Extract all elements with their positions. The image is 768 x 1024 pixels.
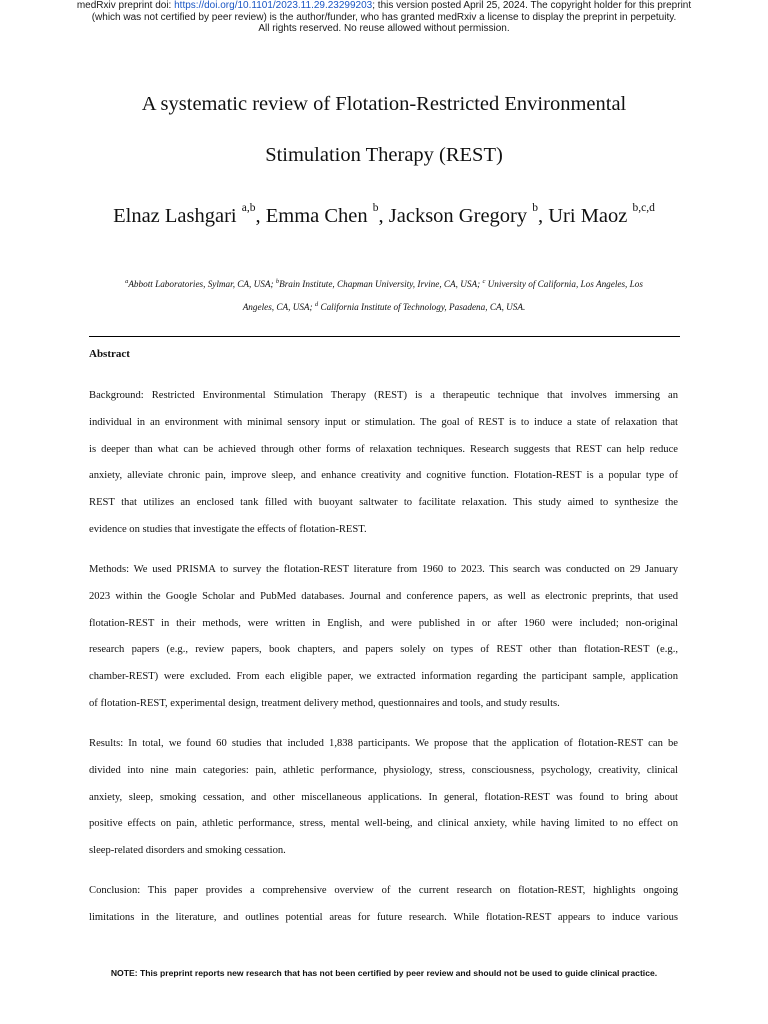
affiliations-line-2 <box>80 293 688 319</box>
author-separator: , <box>255 205 266 227</box>
author-name: Uri Maoz <box>548 205 628 227</box>
author-separator: , <box>538 205 549 227</box>
paragraph-line: limitations in the literature, and outlines potential areas for future research. While flotation-REST appears to induce various <box>89 911 678 923</box>
affiliation-d: California Institute of Technology, Pasadena, CA, USA. <box>320 302 526 313</box>
author-list <box>0 202 768 228</box>
paragraph-line: chamber-REST) were excluded. From each eligible paper, we extracted information regarding the participant sample, application <box>89 671 678 683</box>
abstract-results <box>89 731 678 865</box>
affiliation-c: University of California, Los Angeles, Los <box>487 279 643 290</box>
paragraph-line: Results: In total, we found 60 studies that included 1,838 participants. We propose that the application of flotation-REST can be <box>89 738 678 749</box>
header-line-2: (which was not certified by peer review) is the author/funder, who has granted medRxiv a license to display the preprint in perpetuity. <box>91 11 677 23</box>
paragraph-line: divided into nine main categories: pain, athletic performance, physiology, stress, consciousness, psychology, creativity, clinical <box>89 764 678 776</box>
header-line-3: All rights reserved. No reuse allowed without permission. <box>258 23 510 34</box>
abstract-methods <box>89 557 678 718</box>
affiliation-mark-a: a <box>125 278 129 285</box>
paragraph-line: is deeper than what can be achieved through other forms of relaxation techniques. Research suggests that REST can help reduce <box>89 443 678 455</box>
author-affiliation-mark: a,b <box>241 202 256 214</box>
abstract-conclusion <box>89 878 678 932</box>
abstract-heading: Abstract <box>89 348 130 360</box>
paragraph-line: Conclusion: This paper provides a comprehensive overview of the current research on flotation-REST, highlights ongoing <box>89 885 678 896</box>
doi-link[interactable]: https://doi.org/10.1101/2023.11.29.23299203 <box>174 0 373 11</box>
paragraph-line: Background: Restricted Environmental Stimulation Therapy (REST) is a therapeutic technique that involves immersing an <box>89 390 678 401</box>
affiliation-mark-d: d <box>314 301 319 308</box>
section-divider <box>89 336 680 337</box>
header-line-1 <box>0 0 768 12</box>
header-doi-prefix: medRxiv preprint doi: <box>76 0 175 11</box>
paragraph-line: evidence on studies that investigate the effects of flotation-REST. <box>89 523 367 535</box>
paragraph-line: of flotation-REST, experimental design, treatment delivery method, questionnaires and tools, and study results. <box>89 697 560 709</box>
paragraph-line: 2023 within the Google Scholar and PubMed databases. Journal and conference papers, as well as electronic preprints, that used <box>89 590 678 602</box>
affiliation-a: Abbott Laboratories, Sylmar, CA, USA; <box>128 279 276 290</box>
affiliation-mark-b: b <box>275 278 280 285</box>
paragraph-line: flotation-REST in their methods, were written in English, and were published in or after 1960 were included; non-original <box>89 617 678 629</box>
author-name: Jackson Gregory <box>388 205 528 227</box>
affiliation-mark-c: c <box>482 278 486 285</box>
abstract-background <box>89 383 678 544</box>
header-line-1-suffix: ; this version posted April 25, 2024. The copyright holder for this preprint <box>372 0 692 11</box>
paragraph-line: sleep-related disorders and smoking cessation. <box>89 845 286 857</box>
paragraph-line: Methods: We used PRISMA to survey the flotation-REST literature from 1960 to 2023. This search was conducted on 29 January <box>89 564 678 575</box>
preprint-disclaimer-note: NOTE: This preprint reports new research that has not been certified by peer review and should not be used to guide clinical practice. <box>110 968 658 978</box>
author-separator: , <box>378 205 389 227</box>
author-affiliation-mark: b,c,d <box>632 202 655 214</box>
author-name: Elnaz Lashgari <box>113 205 237 227</box>
paragraph-line: anxiety, alleviate chronic pain, improve sleep, and enhance creativity and cognitive function. Flotation-REST is a popular type of <box>89 470 678 482</box>
paper-title-line-2: Stimulation Therapy (REST) <box>265 144 503 166</box>
paragraph-line: research papers (e.g., review papers, book chapters, and papers solely on types of REST other than flotation-REST (e.g., <box>89 644 678 656</box>
affiliation-c-continued: Angeles, CA, USA; <box>242 302 315 313</box>
affiliation-b: Brain Institute, Chapman University, Irvine, CA, USA; <box>279 279 483 290</box>
author-affiliation-mark: b <box>372 202 379 214</box>
paragraph-line: REST that utilizes an enclosed tank filled with buoyant saltwater to facilitate relaxation. This study aimed to synthesize the <box>89 497 678 509</box>
author-affiliation-mark: b <box>532 202 538 214</box>
author-name: Emma Chen <box>265 205 368 227</box>
paper-title-line-1: A systematic review of Flotation-Restricted Environmental <box>141 93 627 115</box>
paragraph-line: individual in an environment with minimal sensory input or stimulation. The goal of REST is to induce a state of relaxation that <box>89 416 678 428</box>
paragraph-line: positive effects on pain, athletic performance, stress, mental well-being, and clinical anxiety, while having limited to no effect on <box>89 818 678 830</box>
preprint-header <box>0 0 768 35</box>
paragraph-line: anxiety, sleep, smoking cessation, and other miscellaneous applications. In general, flotation-REST was found to bring about <box>89 791 678 803</box>
